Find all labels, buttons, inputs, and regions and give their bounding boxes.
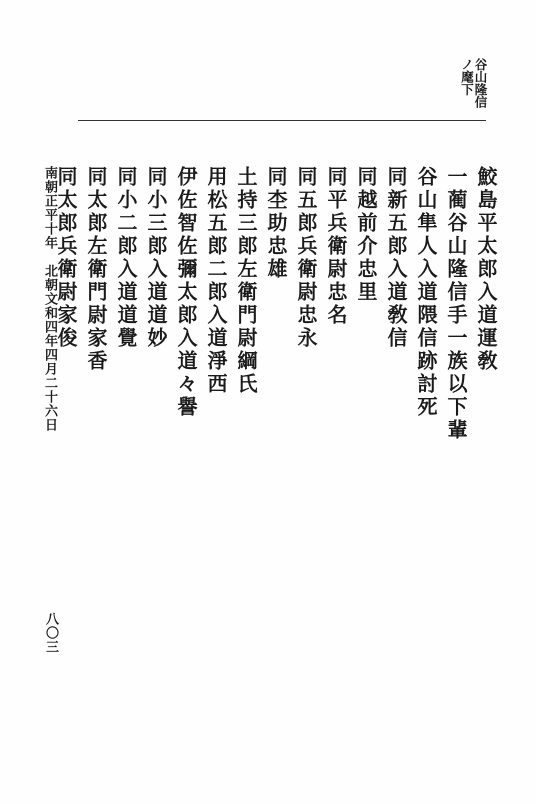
entry-columns <box>52 166 498 442</box>
entry-line: 同小二郎入道道覺 <box>114 166 138 350</box>
entry-line: 同五郎兵衛尉忠永 <box>294 166 318 350</box>
entry-line: 同小三郎入道道妙 <box>144 166 168 350</box>
running-head-line-1: 谷山隆信 <box>473 58 488 108</box>
entry-line: 同平兵衛尉忠名 <box>324 166 348 327</box>
entry-line: 同新五郎入道敎信 <box>384 166 408 350</box>
entry-line: 谷山隼人入道隈信跡討死 <box>414 166 438 419</box>
entry-line: 同杢助忠雄 <box>264 166 288 281</box>
header-rule <box>78 120 486 121</box>
date-line: 南朝正平十年 北朝文和四年四月二十六日 <box>42 166 57 432</box>
entry-line: 同太郎兵衛尉家俊 <box>54 166 78 350</box>
entry-line: 同越前介忠里 <box>354 166 378 304</box>
running-head-line-2: ノ麾下 <box>459 58 475 96</box>
page-number: 八〇三 <box>43 612 58 654</box>
running-head <box>448 58 486 122</box>
entry-line: 用松五郎二郎入道淨西 <box>204 166 228 396</box>
entry-line: 同太郎左衛門尉家香 <box>84 166 108 373</box>
entry-line: 鮫島平太郎入道運敎 <box>474 166 498 373</box>
entry-line: 伊佐智佐彌太郎入道々譽 <box>174 166 198 419</box>
entry-line: 一蔺谷山隆信手一族以下輩 <box>444 166 468 442</box>
entry-line: 土持三郎左衛門尉綱氏 <box>234 166 258 396</box>
